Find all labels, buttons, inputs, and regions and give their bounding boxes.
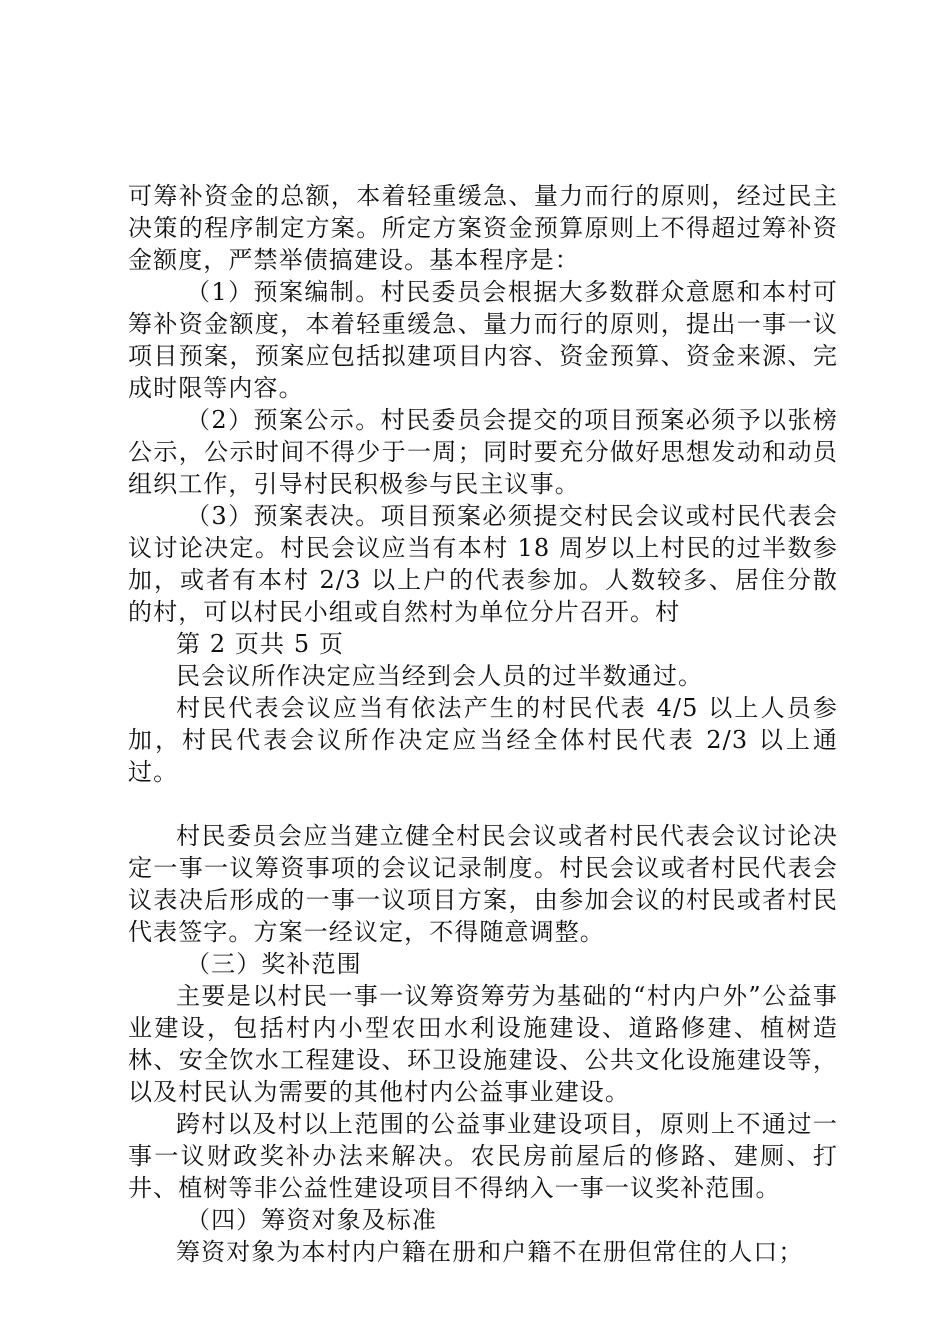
paragraph-step-1: （1）预案编制。村民委员会根据大多数群众意愿和本村可筹补资金额度，本着轻重缓急、量力而行的原则，提出一事一议项目预案，预案应包括拟建项目内容、资金预算、资金来源、完成时限等内容。 (128, 278, 838, 402)
paragraph-scope: 主要是以村民一事一议筹资筹劳为基础的“村内户外”公益事业建设，包括村内小型农田水利设施建设、道路修建、植树造林、安全饮水工程建设、环卫设施建设、公共文化设施建设等，以及村民认为需要的其他村内公益事业建设。 (128, 982, 838, 1106)
document-page (128, 180, 838, 1268)
paragraph-exclusions: 跨村以及村以上范围的公益事业建设项目，原则上不通过一事一议财政奖补办法来解决。农民房前屋后的修路、建厕、打井、植树等非公益性建设项目不得纳入一事一议奖补范围。 (128, 1110, 838, 1202)
section-heading-funding: （四）筹资对象及标准 (186, 1206, 437, 1234)
section-heading-scope: （三）奖补范围 (186, 950, 362, 978)
paragraph-intro: 可筹补资金的总额，本着轻重缓急、量力而行的原则，经过民主决策的程序制定方案。所定方案资金预算原则上不得超过筹补资金额度，严禁举债搞建设。基本程序是： (128, 182, 838, 274)
paragraph-step-3: （3）预案表决。项目预案必须提交村民会议或村民代表会议讨论决定。村民会议应当有本村 18 周岁以上村民的过半数参加，或者有本村 2/3 以上户的代表参加。人数较多、居住分散的村，可以村民小组或自然村为单位分片召开。村 (128, 502, 838, 626)
paragraph-records: 村民委员会应当建立健全村民会议或者村民代表会议讨论决定一事一议筹资事项的会议记录制度。村民会议或者村民代表会议表决后形成的一事一议项目方案，由参加会议的村民或者村民代表签字。方案一经议定，不得随意调整。 (128, 822, 838, 946)
paragraph-representatives: 村民代表会议应当有依法产生的村民代表 4/5 以上人员参加，村民代表会议所作决定应当经全体村民代表 2/3 以上通过。 (128, 694, 838, 786)
paragraph-continuation: 民会议所作决定应当经到会人员的过半数通过。 (176, 662, 704, 690)
paragraph-funding: 筹资对象为本村内户籍在册和户籍不在册但常住的人口； (176, 1238, 804, 1266)
paragraph-step-2: （2）预案公示。村民委员会提交的项目预案必须予以张榜公示，公示时间不得少于一周；同时要充分做好思想发动和动员组织工作，引导村民积极参与民主议事。 (128, 406, 838, 498)
paragraph-gap (128, 788, 838, 820)
page-number: 第 2 页共 5 页 (176, 630, 345, 658)
